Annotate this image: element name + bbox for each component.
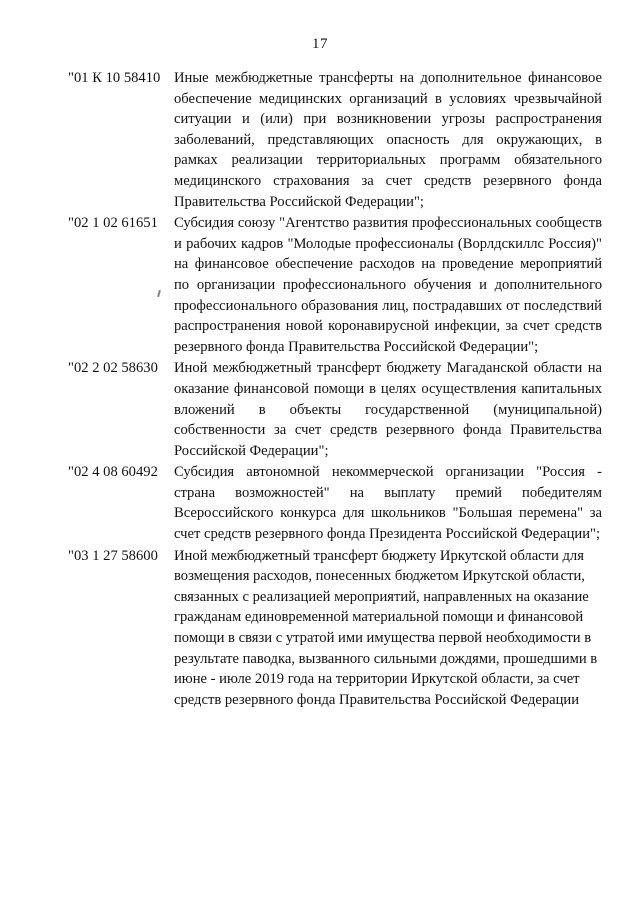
- list-item: [68, 358, 602, 461]
- budget-code-description: Иной межбюджетный трансферт бюджету Магаданской области на оказание финансовой помощи в целях осуществления капитальных вложений в объекты государственной (муниципальной) собственности за счет средств резервного фонда Правительства Российской Федерации";: [174, 360, 602, 459]
- budget-code: "02 1 02 61651: [68, 215, 158, 232]
- list-item: [68, 213, 602, 357]
- budget-code-description: Иные межбюджетные трансферты на дополнительное финансовое обеспечение медицинских организаций в условиях чрезвычайной ситуации и (или) при возникновении угрозы распространения заболеваний, представляющих опасность для окружающих, в рамках реализации территориальных программ обязательного медицинского страхования за счет средств резервного фонда Правительства Российской Федерации";: [174, 70, 602, 210]
- budget-code: "03 1 27 58600: [68, 547, 158, 564]
- list-item: [68, 462, 602, 544]
- budget-code-description: Субсидия союзу "Агентство развития профессиональных сообществ и рабочих кадров "Молодые профессионалы (Ворлдскиллс Россия)" на финансовое обеспечение расходов на проведение мероприятий по организации профессионального обучения и дополнительного профессионального образования лиц, пострадавших от последствий распространения новой коронавирусной инфекции, за счет средств резервного фонда Правительства Российской Федерации";: [174, 215, 602, 355]
- budget-code-description: Иной межбюджетный трансферт бюджету Иркутской области для возмещения расходов, понесенных бюджетом Иркутской области, связанных с реализацией мероприятий, направленных на оказание гражданам единовременной материальной помощи и финансовой помощи в связи с утратой ими имущества первой необходимости в результате паводка, вызванного сильными дождями, прошедшими в июне - июле 2019 года на территории Иркутской области, за счет средств резервного фонда Правительства Российской Федерации: [174, 547, 598, 708]
- list-item: [68, 546, 602, 711]
- list-item: [68, 68, 602, 212]
- budget-code-list: [68, 68, 602, 711]
- page-number: 17: [312, 36, 328, 52]
- budget-code-description: Субсидия автономной некоммерческой организации "Россия - страна возможностей" на выплату премий победителям Всероссийского конкурса для школьников "Большая перемена" за счет средств резервного фонда Президента Российской Федерации";: [174, 464, 602, 543]
- budget-code: "02 2 02 58630: [68, 360, 158, 377]
- budget-code: "02 4 08 60492: [68, 464, 158, 481]
- budget-code: "01 К 10 58410: [68, 70, 161, 86]
